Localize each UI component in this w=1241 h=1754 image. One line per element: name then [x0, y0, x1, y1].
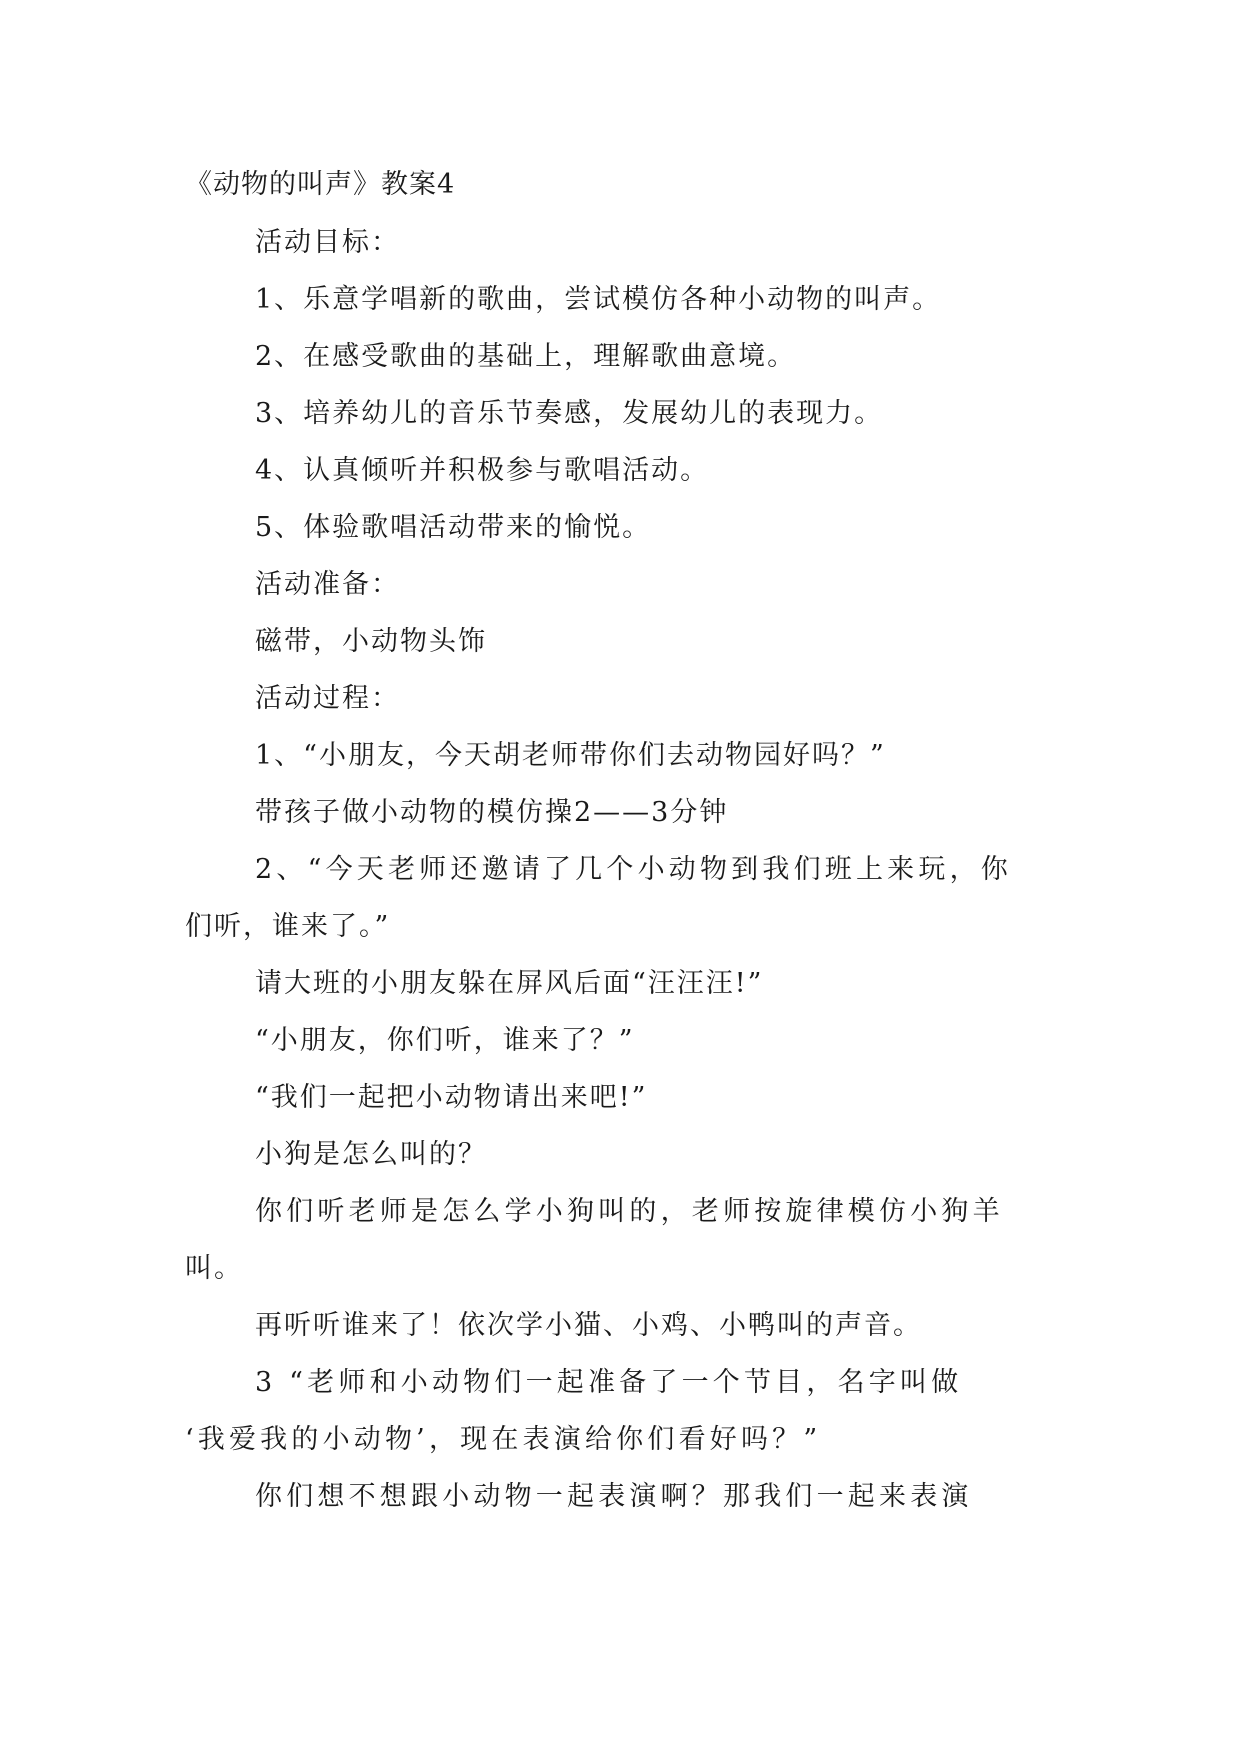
process-paragraph: 再听听谁来了！依次学小猫、小鸡、小鸭叫的声音。 [255, 1310, 922, 1341]
process-paragraph-cont: 叫。 [185, 1253, 243, 1284]
process-paragraph: 3 “老师和小动物们一起准备了一个节目，名字叫做 [255, 1367, 963, 1398]
process-paragraph: 请大班的小朋友躲在屏风后面“汪汪汪!” [255, 968, 764, 999]
process-paragraph: 带孩子做小动物的模仿操2——3分钟 [255, 797, 729, 828]
heading-process: 活动过程： [255, 683, 400, 714]
document-title: 《动物的叫声》教案4 [185, 169, 456, 200]
goal-item: 1、乐意学唱新的歌曲，尝试模仿各种小动物的叫声。 [255, 284, 942, 315]
heading-goals: 活动目标： [255, 227, 400, 258]
goal-item: 4、认真倾听并积极参与歌唱活动。 [255, 455, 710, 486]
process-paragraph: 2、“今天老师还邀请了几个小动物到我们班上来玩，你 [255, 854, 1012, 885]
process-paragraph: “我们一起把小动物请出来吧!” [255, 1082, 648, 1113]
process-paragraph-cont: ‘我爱我的小动物’，现在表演给你们看好吗？” [185, 1424, 822, 1455]
goal-item: 3、培养幼儿的音乐节奏感，发展幼儿的表现力。 [255, 398, 884, 429]
goal-item: 2、在感受歌曲的基础上，理解歌曲意境。 [255, 341, 797, 372]
process-paragraph: 你们想不想跟小动物一起表演啊？那我们一起来表演 [255, 1481, 973, 1512]
preparation-text: 磁带，小动物头饰 [255, 626, 487, 657]
goal-item: 5、体验歌唱活动带来的愉悦。 [255, 512, 652, 543]
process-paragraph: 小狗是怎么叫的？ [255, 1139, 487, 1170]
process-paragraph: 1、“小朋友，今天胡老师带你们去动物园好吗？” [255, 740, 886, 771]
heading-preparation: 活动准备： [255, 569, 400, 600]
process-paragraph: 你们听老师是怎么学小狗叫的，老师按旋律模仿小狗羊 [255, 1196, 1004, 1227]
process-paragraph-cont: 们听，谁来了。” [185, 911, 391, 942]
process-paragraph: “小朋友，你们听，谁来了？” [255, 1025, 635, 1056]
